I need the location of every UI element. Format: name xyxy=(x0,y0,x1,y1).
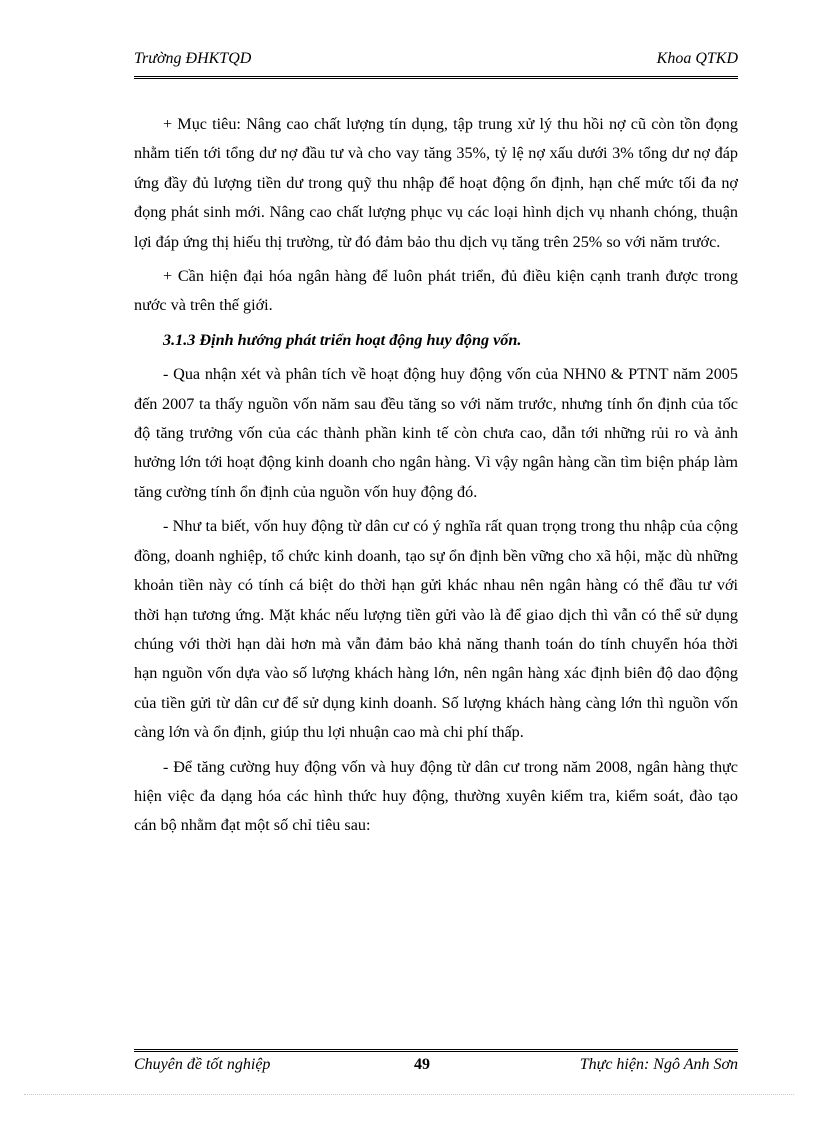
paragraph-analysis: - Qua nhận xét và phân tích về hoạt động huy động vốn của NHN0 & PTNT năm 2005 đến 2007 ta thấy nguồn vốn năm sau đều tăng so với năm trước, nhưng tính ổn định của tốc độ tăng trưởng vốn của các thành phần kinh tế còn chưa cao, dẫn tới những rủi ro và ảnh hưởng lớn tới hoạt động kinh doanh cho ngân hàng. Vì vậy ngân hàng cần tìm biện pháp làm tăng cường tính ổn định của nguồn vốn huy động đó. xyxy=(134,365,738,501)
header-faculty: Khoa QTKD xyxy=(656,50,738,67)
page-header xyxy=(134,48,738,72)
paragraph-deposits: - Như ta biết, vốn huy động từ dân cư có ý nghĩa rất quan trọng trong thu nhập của cộng đồng, doanh nghiệp, tổ chức kinh doanh, tạo sự ổn định bền vững cho xã hội, mặc dù những khoản tiền này có tính cá biệt do thời hạn gửi khác nhau nên ngân hàng có thể đầu tư với thời hạn tương ứng. Mặt khác nếu lượng tiền gửi vào là để giao dịch thì vẫn có thể sử dụng chúng với thời hạn dài hơn mà vẫn đảm bảo khả năng thanh toán do tính chuyển hóa thời hạn nguồn vốn dựa vào số lượng khách hàng lớn, nên ngân hàng xác định biên độ dao động của tiền gửi từ dân cư để sử dụng kinh doanh. Số lượng khách hàng càng lớn thì nguồn vốn càng lớn và ổn định, giúp thu lợi nhuận cao mà chi phí thấp. xyxy=(134,517,738,742)
header-divider xyxy=(134,76,738,79)
page-footer xyxy=(134,1055,738,1079)
paragraph-modernization: + Cần hiện đại hóa ngân hàng để luôn phát triển, đủ điều kiện cạnh tranh được trong nước và trên thế giới. xyxy=(134,267,738,315)
footer-thesis-label: Chuyên đề tốt nghiệp xyxy=(134,1056,271,1073)
section-heading: 3.1.3 Định hướng phát triển hoạt động huy động vốn. xyxy=(163,330,522,349)
footer-divider xyxy=(134,1049,738,1052)
header-school: Trường ĐHKTQD xyxy=(134,50,252,67)
footer-author: Thực hiện: Ngô Anh Sơn xyxy=(579,1056,738,1073)
page-number: 49 xyxy=(414,1056,430,1073)
page-bottom-border xyxy=(24,1094,794,1095)
paragraph-objective: + Mục tiêu: Nâng cao chất lượng tín dụng, tập trung xử lý thu hồi nợ cũ còn tồn đọng nhằm tiến tới tổng dư nợ đầu tư và cho vay tăng 35%, tỷ lệ nợ xấu dưới 3% tổng dư nợ đáp ứng đầy đủ lượng tiền dư trong quỹ thu nhập để hoạt động ổn định, hạn chế mức tối đa nợ đọng phát sinh mới. Nâng cao chất lượng phục vụ các loại hình dịch vụ nhanh chóng, thuận lợi đáp ứng thị hiếu thị trường, từ đó đảm bảo thu dịch vụ tăng trên 25% so với năm trước. xyxy=(134,115,738,251)
paragraph-targets: - Để tăng cường huy động vốn và huy động từ dân cư trong năm 2008, ngân hàng thực hiện việc đa dạng hóa các hình thức huy động, thường xuyên kiểm tra, kiểm soát, đào tạo cán bộ nhằm đạt một số chỉ tiêu sau: xyxy=(134,757,738,835)
page-body xyxy=(134,110,738,846)
